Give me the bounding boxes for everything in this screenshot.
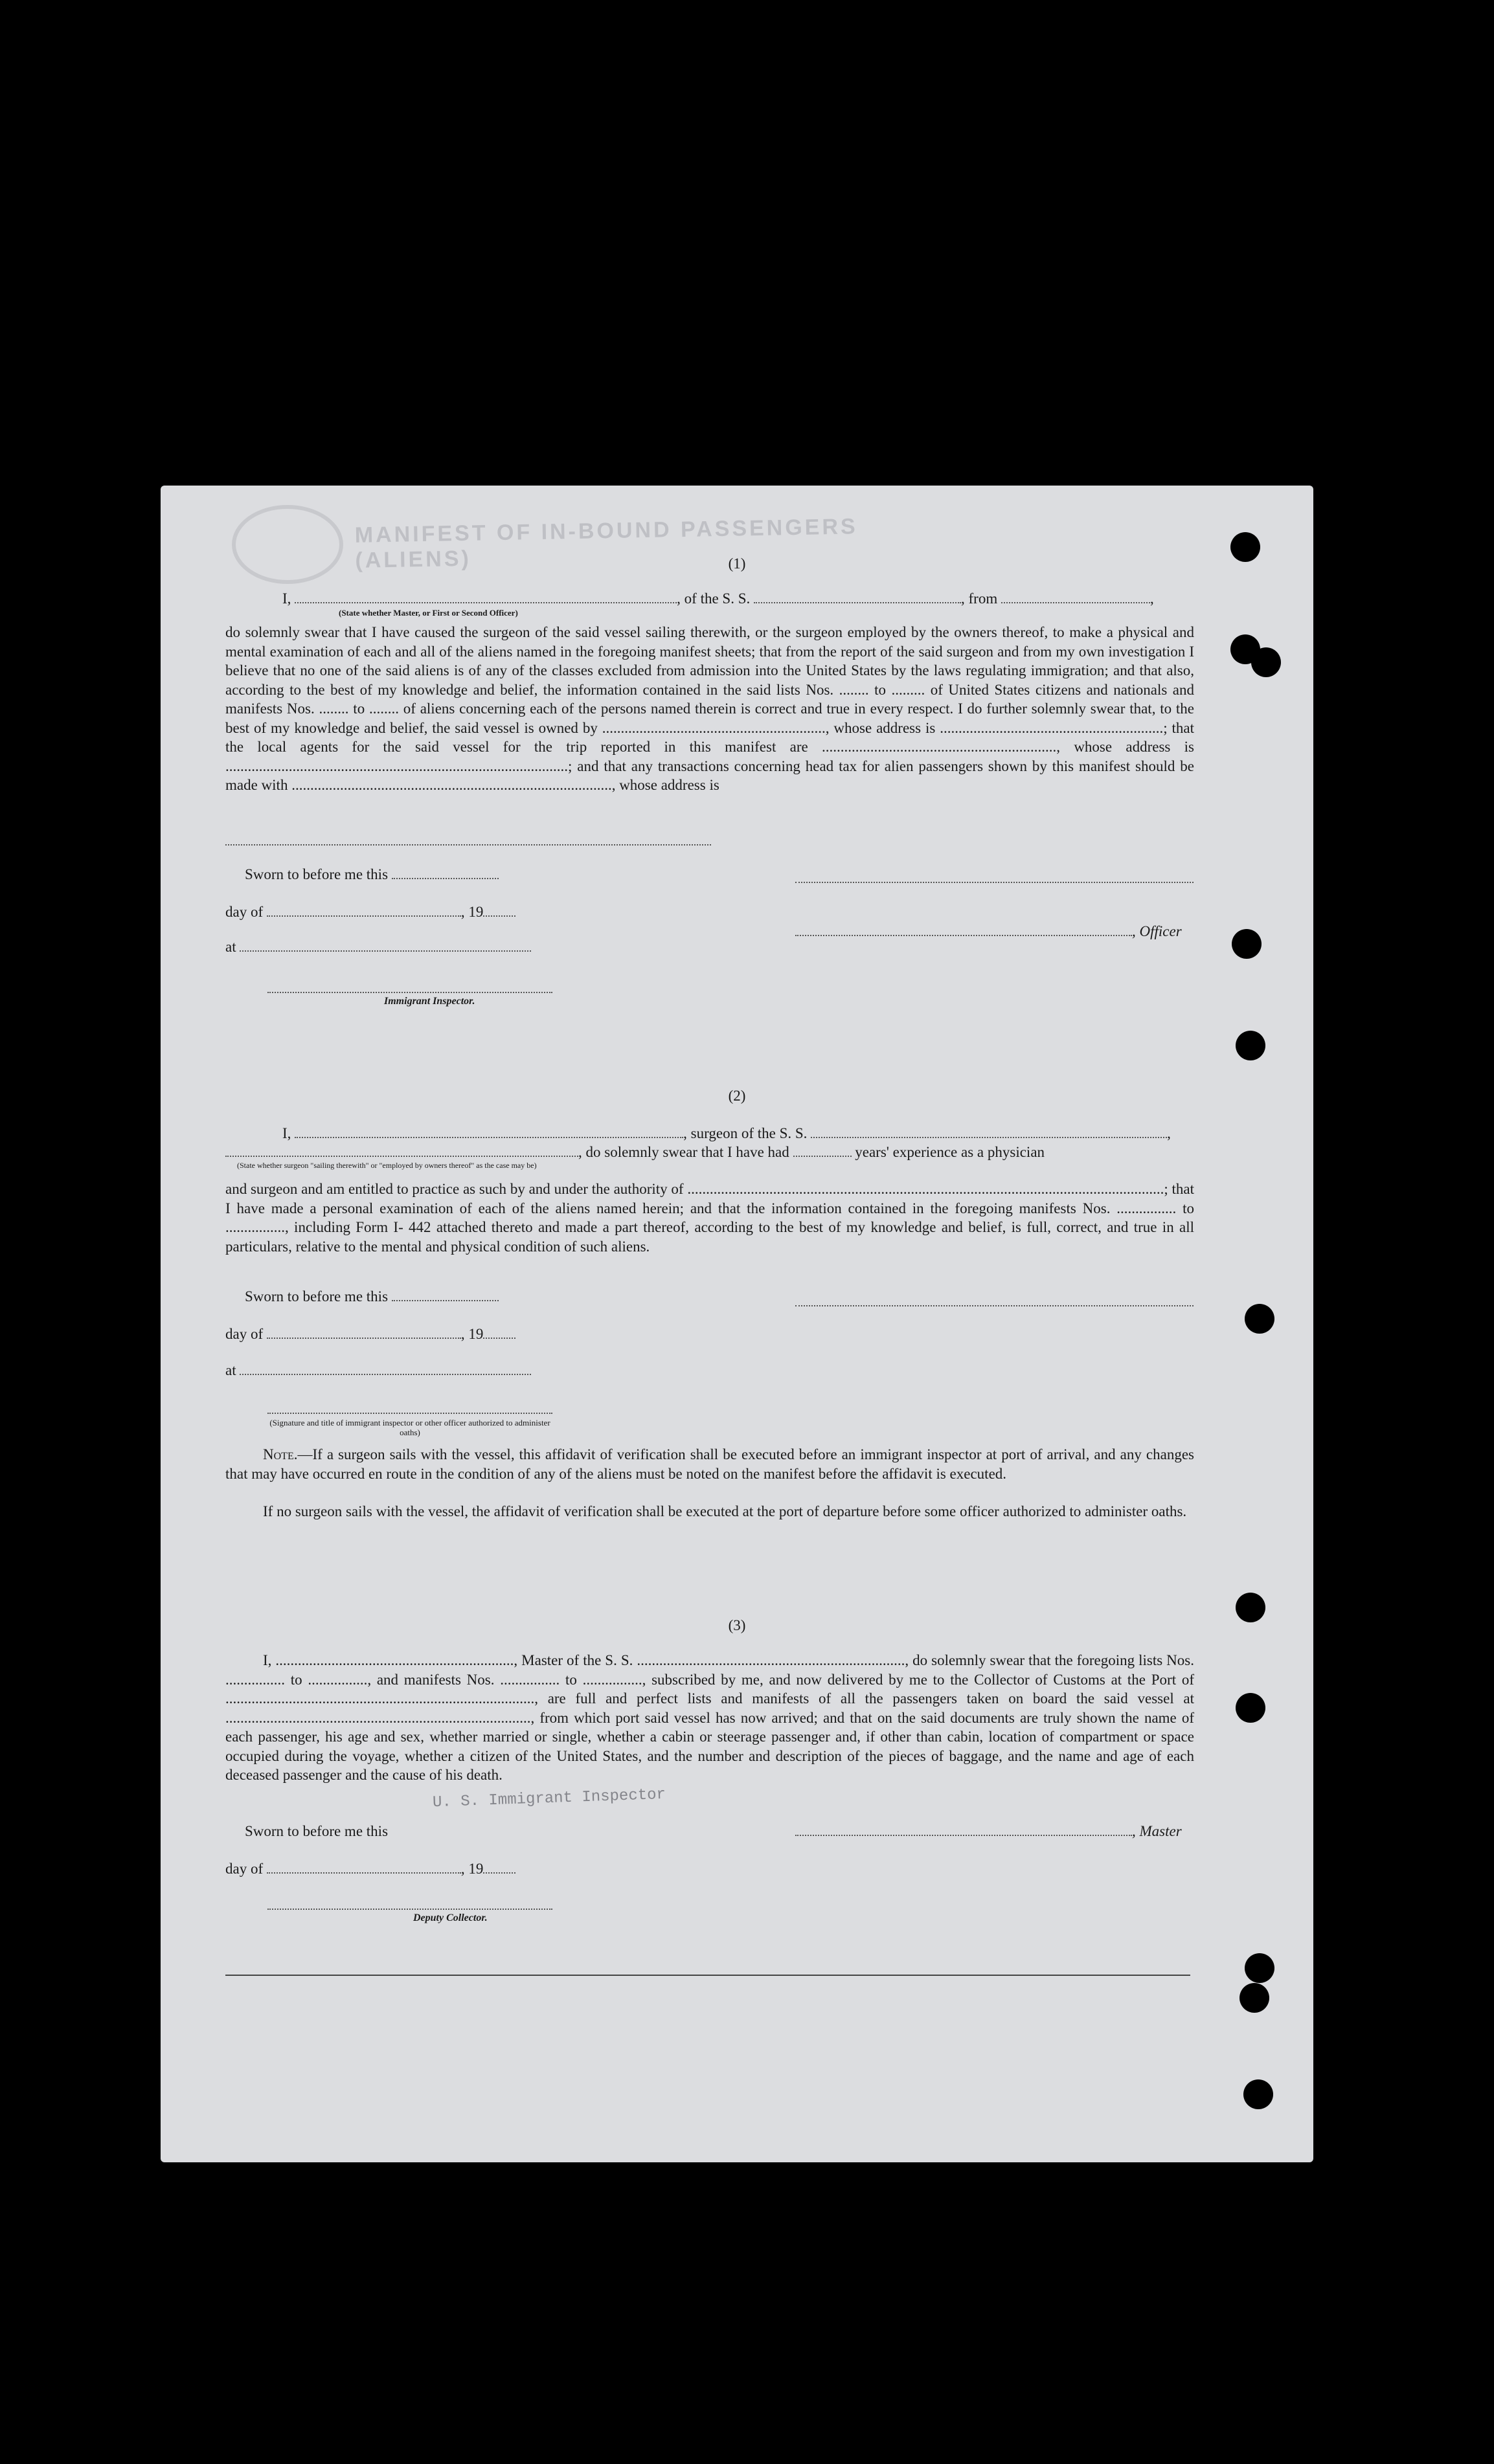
section-3-sworn-line [245,1823,388,1840]
sworn-date-blank-2 [392,1290,499,1301]
deputy-collector-caption: Deputy Collector. [413,1912,488,1923]
inspector-signature-blank [267,992,552,993]
experience-end-label: years' experience as a physician [855,1144,1045,1160]
section-1-address-blank [225,844,711,846]
day-of-label-3: day of [225,1861,264,1877]
month-blank-2 [267,1327,461,1339]
year-label-3: , 19 [460,1861,484,1877]
year-blank-2 [483,1327,515,1339]
punch-hole [1236,1031,1265,1060]
section-1-from-label: , from [961,590,998,607]
section-1-oath-text: do solemnly swear that I have caused the surgeon of the said vessel sailing therewith, or the surgeon employed by the owners thereof, to make a physical and mental examination of each and all of the aliens named in the foregoing manifest sheets; that from the report of the said surgeon and from my own investigation I believe that no one of the said aliens is of any of the classes excluded from admission into the United States by the laws regulating immigration; and that also, according to the best of my knowledge and belief, the information contained in the said lists Nos. ........ to ......... of United States citizens and nationals and manifests Nos. ........ to ........ of aliens concerning each of the persons named therein is correct and true in every respect. I do further solemnly swear that, to the best of my knowledge and belief, the said vessel is owned by ............................................................, whose address is ............................................................; that the local agents for the said vessel for the trip reported in this manifest are ..............................................................., whose address is ............................................................................................; and that any transactions concerning head tax for alien passengers shown by this manifest should be made with ......................................................................................, whose address is [225,624,1194,793]
bottom-rule [225,1975,1190,1976]
section-2-prefix: I, [282,1125,291,1141]
at-label-2: at [225,1362,236,1378]
surgeon-vessel-label: , surgeon of the S. S. [683,1125,808,1141]
sworn-label-2: Sworn to before me this [245,1288,389,1305]
section-1-vessel-label: , of the S. S. [677,590,751,607]
sworn-label: Sworn to before me this [245,866,389,882]
faded-header-stamp: MANIFEST OF IN-BOUND PASSENGERS (ALIENS) [354,514,858,573]
section-1-number: (1) [728,555,746,572]
section-3-master-line [795,1823,1182,1840]
section-3-number: (3) [728,1617,746,1633]
officer-label: , Officer [1132,923,1182,939]
manifest-page [161,486,1313,2162]
section-2-number: (2) [728,1088,746,1104]
section-2-sworn-line [245,1288,499,1305]
surgeon-status-blank [225,1145,578,1157]
year-label-2: , 19 [460,1326,484,1342]
section-1-officer-line [795,923,1182,940]
section-1-prefix: I, [282,590,291,607]
month-blank-3 [267,1862,461,1874]
section-2-line-2 [225,1144,1045,1161]
section-2-surgeon-caption: (State whether surgeon "sailing therewith" or "employed by owners thereof" as the case may be) [237,1161,537,1170]
section-2-note-2: If no surgeon sails with the vessel, the affidavit of verification shall be executed at the port of departure before some officer authorized to administer oaths. [263,1503,1187,1519]
experience-label: , do solemnly swear that I have had [578,1144,789,1160]
sworn-label-3: Sworn to before me this [245,1823,389,1839]
officer-name-blank [295,592,677,603]
section-3-oath-text: I, ................................................................, Master of the S. S. ........................................................................, do solemnly swear that the foregoing lists Nos. ................ to ................, and manifests Nos. ................ to ................, subscribed by me, and now delivered by me to the Collector of Customs at the Port of ..................................................................................., are full and perfect lists and manifests of all the passengers taken on board the said vessel at .................................................................................., from which port said vessel has now arrived; and that on the said documents are truly shown the name of each passenger, his age and sex, whether married or single, whether a cabin or steerage passenger and, if other than cabin, location of compartment or space occupied during the voyage, whether a citizen of the United States, and the number and description of the pieces of baggage, and the name and age of each deceased passenger and the cause of his death. [225,1652,1194,1783]
at-label: at [225,939,236,955]
punch-hole [1239,1983,1269,2013]
years-blank [793,1145,852,1157]
place-blank-2 [240,1363,531,1375]
immigrant-inspector-caption: Immigrant Inspector. [384,996,475,1007]
note-label: Note. [263,1446,298,1462]
section-1-sworn-line [245,866,499,883]
departure-port-blank [1001,592,1150,603]
punch-hole [1236,1593,1265,1622]
officer-signature-blank [795,882,1194,883]
section-2-signature-caption: (Signature and title of immigrant inspector or other officer authorized to administer oaths) [269,1418,550,1437]
punch-hole [1245,1304,1274,1334]
year-blank-3 [483,1862,515,1874]
section-2-note-1 [225,1445,1194,1483]
surgeon-name-blank [295,1126,683,1138]
punch-hole [1230,532,1260,562]
section-2-line-1: I, , surgeon of the S. S. , [282,1125,1171,1141]
year-label: , 19 [460,904,484,920]
punch-hole [1232,929,1262,959]
section-1-at-line [225,939,531,956]
surgeon-vessel-blank [811,1126,1167,1138]
master-signature-blank [795,1824,1132,1836]
day-of-label-2: day of [225,1326,264,1342]
note-1-text: —If a surgeon sails with the vessel, this affidavit of verification shall be executed before an immigrant inspector at port of arrival, and any changes that may have occurred en route in the condition of any of the aliens must be noted on the manifest before the affidavit is executed. [225,1446,1194,1482]
collector-signature-blank [267,1909,552,1910]
officer-title-blank [795,924,1132,936]
punch-hole [1243,2079,1273,2109]
surgeon-signature-blank [795,1305,1194,1306]
sworn-date-blank [392,868,499,879]
punch-hole [1245,1953,1274,1983]
section-2-day-line [225,1326,515,1343]
section-2-inspector-signature-blank [267,1413,552,1414]
year-blank [483,905,515,917]
section-1-officer-caption: (State whether Master, or First or Second Officer) [339,608,518,618]
month-blank [267,905,461,917]
place-blank [240,940,531,952]
punch-hole [1251,647,1281,677]
vessel-name-blank [754,592,961,603]
section-2-at-line [225,1362,531,1379]
punch-hole [1236,1693,1265,1723]
master-label: , Master [1132,1823,1182,1839]
section-1-day-line [225,904,515,921]
section-2-oath-text: and surgeon and am entitled to practice as such by and under the authority of ................................................................................................................................; that I have made a personal examination of each of the aliens named herein; and that the information contained in the foregoing manifests Nos. ................ to ................, including Form I- 442 attached thereto and made a part thereof, according to the best of my knowledge and belief, is full, correct, and true in all particulars, relative to the mental and physical condition of such aliens. [225,1181,1194,1255]
day-of-label: day of [225,904,264,920]
inspector-stamp: U. S. Immigrant Inspector [432,1786,666,1812]
section-1-line-1: I, , of the S. S. , from , [282,590,1154,607]
section-3-day-line [225,1861,515,1877]
